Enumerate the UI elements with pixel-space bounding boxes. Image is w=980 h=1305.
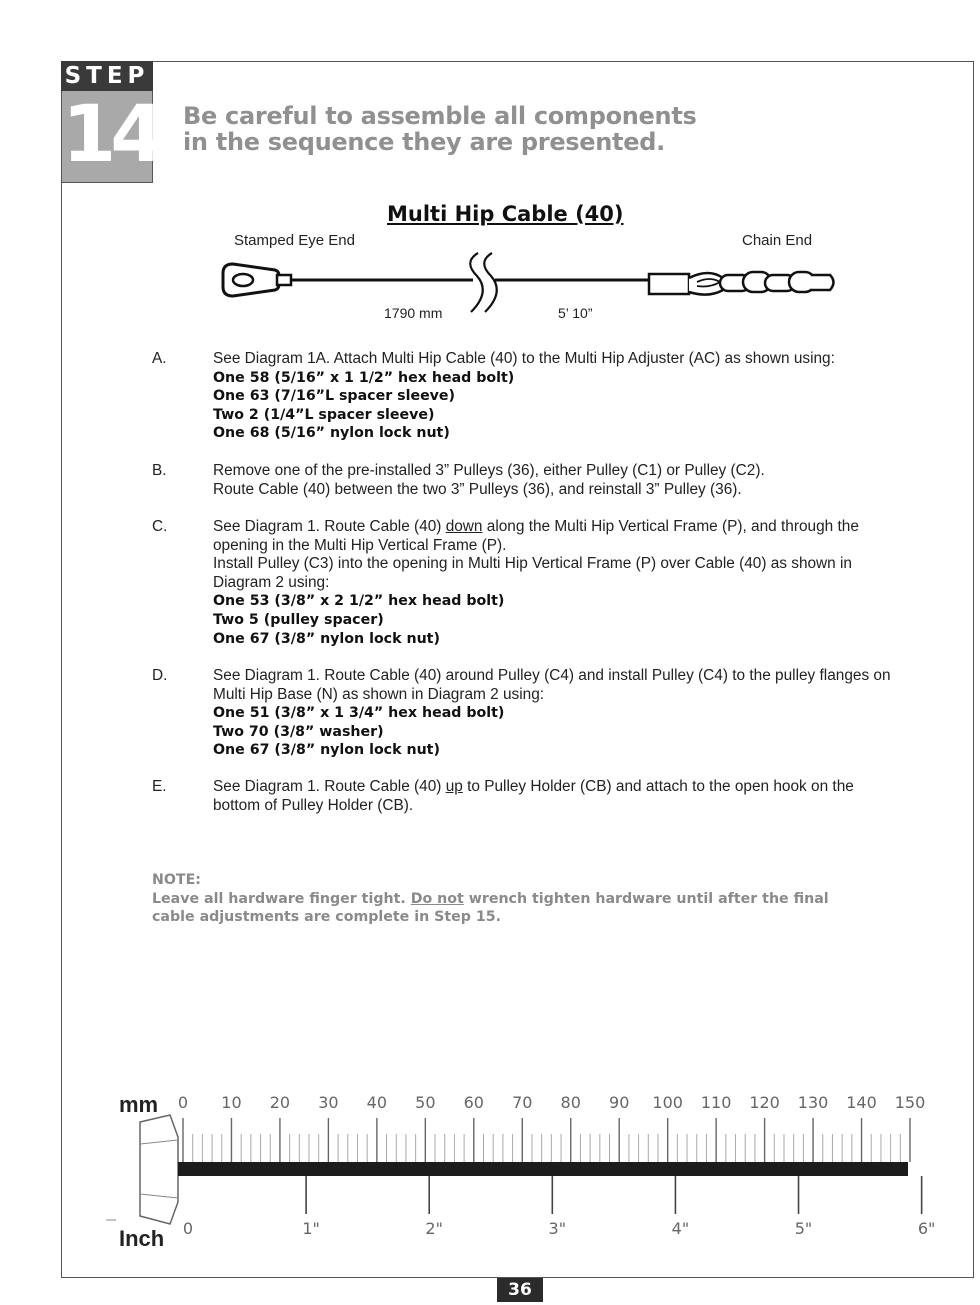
step-number: 14 [61, 91, 153, 183]
bolt-head-icon [140, 1115, 178, 1224]
mm-tick-label: 20 [269, 1093, 291, 1112]
underlined-word: Do not [410, 890, 464, 907]
mm-tick-label: 110 [700, 1093, 732, 1112]
underlined-word: down [445, 518, 483, 535]
mm-tick-label: 100 [652, 1093, 683, 1112]
inch-tick-label: 5" [794, 1219, 813, 1238]
mm-tick-label: 10 [221, 1093, 242, 1112]
chain-end-icon [649, 272, 834, 295]
note-block [152, 871, 829, 927]
text-segment: Leave all hardware finger tight. [152, 890, 411, 907]
instruction-text: See Diagram 1. Route Cable (40) around Pulley (C4) and install Pulley (C4) to the pulley flanges on [213, 667, 891, 684]
bolt-shaft [178, 1162, 908, 1176]
mm-tick-label: 150 [894, 1093, 926, 1112]
instruction-d [152, 667, 933, 760]
hardware-item: One 51 (3/8” x 1 3/4” hex head bolt) [213, 705, 505, 722]
step-label: STEP [61, 61, 153, 91]
hardware-item: One 53 (3/8” x 2 1/2” hex head bolt) [213, 593, 505, 610]
mm-tick-label: 120 [749, 1093, 780, 1112]
instruction-text: opening in the Multi Hip Vertical Frame (P). [213, 536, 507, 554]
cable-length-ft: 5’ 10” [558, 305, 593, 321]
text-segment: See Diagram 1. Route Cable (40) [213, 778, 446, 795]
instruction-text: Remove one of the pre-installed 3” Pulleys (36), either Pulley (C1) or Pulley (C2). [213, 462, 765, 479]
instruction-b [152, 462, 913, 499]
mm-tick-label: 70 [512, 1093, 533, 1112]
text-segment: along the Multi Hip Vertical Frame (P), and through the [482, 518, 859, 535]
mm-label: mm [119, 1092, 159, 1117]
hardware-item: One 67 (3/8” nylon lock nut) [213, 742, 440, 759]
instruction-text [213, 778, 913, 797]
hardware-item: Two 5 (pulley spacer) [213, 611, 384, 628]
header-warning [183, 103, 696, 155]
hardware-item: One 58 (5/16” x 1 1/2” hex head bolt) [213, 369, 515, 386]
note-line-1 [152, 890, 829, 909]
page-number: 36 [497, 1278, 543, 1302]
text-segment: to Pulley Holder (CB) and attach to the open hook on the [462, 778, 854, 795]
header-line-2: in the sequence they are presented. [183, 128, 665, 156]
instruction-e [152, 778, 913, 815]
mm-tick-label: 140 [846, 1093, 877, 1112]
instruction-text: See Diagram 1A. Attach Multi Hip Cable (40) to the Multi Hip Adjuster (AC) as shown using: [213, 350, 835, 367]
inch-tick-label: 4" [671, 1219, 690, 1238]
text-segment: See Diagram 1. Route Cable (40) [213, 518, 446, 535]
mm-tick-label: 90 [609, 1093, 630, 1112]
inch-tick-label: 2" [425, 1219, 443, 1238]
instruction-a [152, 350, 913, 443]
inch-tick-label: 3" [548, 1219, 567, 1238]
instruction-letter: C. [152, 518, 168, 535]
instruction-text: Install Pulley (C3) into the opening in Multi Hip Vertical Frame (P) over Cable (40) as shown in [213, 555, 852, 573]
instruction-letter: E. [152, 778, 167, 795]
instruction-letter: A. [152, 350, 167, 367]
note-line-2: cable adjustments are complete in Step 15. [152, 909, 501, 926]
cable-length-mm: 1790 mm [384, 305, 443, 321]
inch-tick-label: 0 [182, 1219, 194, 1238]
stamped-eye-end-icon [223, 264, 291, 296]
mm-tick-label: 0 [177, 1093, 189, 1112]
instruction-text: Multi Hip Base (N) as shown in Diagram 2 using: [213, 685, 545, 703]
bolt-ruler [100, 1082, 945, 1257]
mm-tick-label: 60 [463, 1093, 484, 1112]
instruction-text: bottom of Pulley Holder (CB). [213, 796, 414, 814]
cable-break-icon [470, 253, 497, 312]
cable-title: Multi Hip Cable (40) [387, 202, 624, 226]
hardware-item: Two 70 (3/8” washer) [213, 723, 384, 740]
note-heading: NOTE: [152, 872, 201, 888]
underlined-word: up [445, 778, 463, 795]
cable-diagram [215, 248, 845, 320]
mm-tick-label: 30 [318, 1093, 339, 1112]
hardware-item: One 63 (7/16”L spacer sleeve) [213, 388, 456, 405]
instruction-letter: D. [152, 667, 168, 684]
hardware-item: One 67 (3/8” nylon lock nut) [213, 630, 440, 647]
mm-tick-label: 50 [415, 1093, 436, 1112]
text-segment: wrench tighten hardware until after the final [463, 890, 829, 907]
hardware-item: One 68 (5/16” nylon lock nut) [213, 425, 450, 442]
header-line-1: Be careful to assemble all components [183, 102, 697, 130]
instruction-c [152, 518, 913, 648]
instruction-text: Route Cable (40) between the two 3” Pulleys (36), and reinstall 3” Pulley (36). [213, 480, 742, 498]
mm-tick-label: 80 [560, 1093, 581, 1112]
mm-tick-label: 40 [366, 1093, 388, 1112]
chain-end-label: Chain End [742, 232, 813, 249]
instruction-text [213, 518, 913, 537]
hardware-item: Two 2 (1/4”L spacer sleeve) [213, 406, 435, 423]
inch-tick-label: 6" [917, 1219, 936, 1238]
instruction-letter: B. [152, 462, 167, 479]
stamped-eye-end-label: Stamped Eye End [234, 232, 355, 249]
inch-label: Inch [119, 1226, 165, 1251]
instruction-text: Diagram 2 using: [213, 573, 330, 591]
inch-tick-label: 1" [302, 1219, 320, 1238]
mm-tick-label: 130 [797, 1093, 829, 1112]
